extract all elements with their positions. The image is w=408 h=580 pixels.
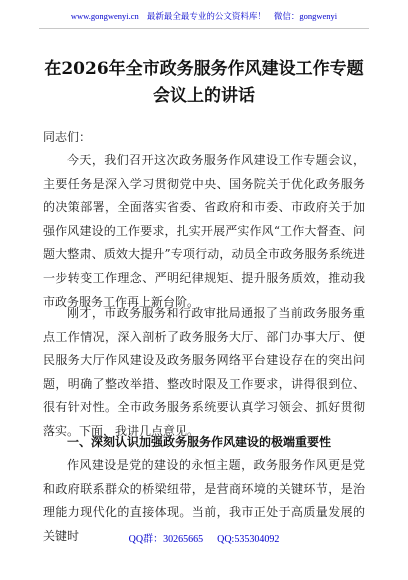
paragraph-section-1: 作风建设是党的建设的永恒主题，政务服务作风更是党和政府联系群众的桥梁纽带，是营商环境的关键环节，是治理能力现代化的直接体现。当前，我市正处于高质量发展的关键时: [43, 458, 365, 543]
header-website-link[interactable]: www.gongwenyi.cn: [70, 11, 139, 21]
header-wechat-text: 微信：gongwenyi: [273, 11, 338, 21]
paragraph-briefing: 刚才，市政务服务和行政审批局通报了当前政务服务重点工作情况，深入剖析了政务服务大厅、部门办事大厅、便民服务大厅作风建设及政务服务网络平台建设存在的突出问题，明确了整改举措、整改时限及工作要求，讲得很到位、很有针对性。全市政务服务系统要认真学习领会、抓好贯彻落实。下面，我讲几点意见。: [43, 306, 365, 438]
salutation: 同志们：: [43, 130, 92, 144]
document-title: 在2026年全市政务服务作风建设工作专题会议上的讲话: [44, 59, 364, 106]
footer-contacts: [0, 530, 408, 550]
header-promo-text: 最新最全最专业的公文资料库！: [146, 11, 266, 21]
section-heading-1: 一、深刻认识加强政务服务作风建设的极端重要性: [67, 435, 332, 449]
footer-qq: QQ:535304092: [217, 534, 280, 545]
header-banner: [0, 6, 408, 26]
header-divider: [39, 28, 369, 29]
footer-qq-group: QQ群：30265665: [128, 534, 204, 545]
paragraph-opening: 今天，我们召开这次政务服务作风建设工作专题会议，主要任务是深入学习贯彻党中央、国务院关于优化政务服务的决策部署，全面落实省委、省政府和市委、市政府关于加强作风建设的工作要求，扎实开展严实作风“工作大督查、问题大整肃、质效大提升”专项行动，动员全市政务服务系统进一步转变工作理念、严明纪律规矩、提升服务质效，推动我市政务服务工作再上新台阶。: [43, 153, 365, 309]
